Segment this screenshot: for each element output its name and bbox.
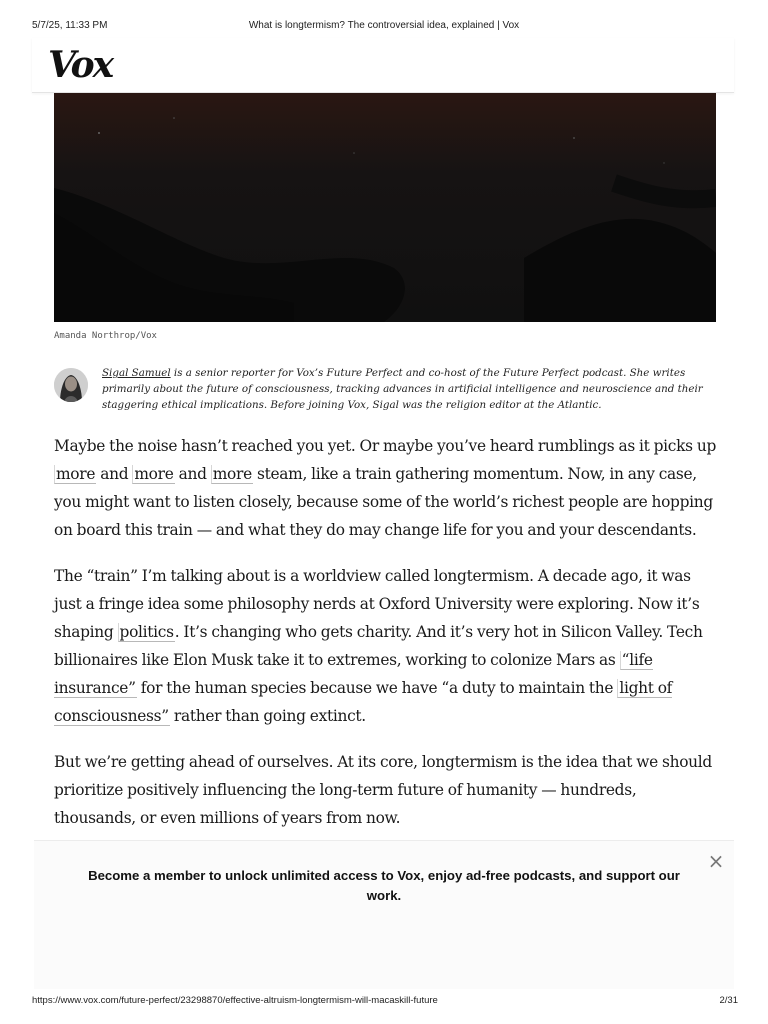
text: and: [96, 465, 133, 483]
more-link-1[interactable]: more: [56, 465, 96, 483]
membership-message: Become a member to unlock unlimited access to Vox, enjoy ad-free podcasts, and support our work.: [88, 868, 680, 903]
author-photo: [54, 368, 88, 402]
text: and: [174, 465, 211, 483]
print-footer: [0, 995, 768, 1015]
more-link-3[interactable]: more: [212, 465, 252, 483]
author-avatar: [54, 368, 88, 402]
text: rather than going extinct.: [169, 707, 366, 725]
paragraph-2: [54, 562, 718, 730]
article-body: [54, 432, 718, 850]
close-icon[interactable]: ×: [707, 849, 725, 873]
author-bio-description: is a senior reporter for Vox’s Future Perfect and co-host of the Future Perfect podcast. She writes primarily about the future of consciousness, tracking advances in artificial intelligence and neuroscience and their staggering ethical implications. Before joining Vox, Sigal was the religion editor at the Atlantic.: [102, 367, 703, 411]
text: . It’s changing who gets charity. And it’s very hot in Silicon Valley. Tech billionaires like Elon Musk take it to extremes, working to colonize Mars as: [54, 623, 703, 669]
text: The “train” I’m talking about is a worldview called longtermism. A decade ago, it was just a fringe idea some philosophy nerds at Oxford University were exploring. Now it’s shaping: [54, 567, 700, 641]
site-header: [32, 38, 734, 93]
print-datetime: 5/7/25, 11:33 PM: [32, 20, 108, 31]
print-page-number: 2/31: [719, 995, 738, 1006]
vox-logo[interactable]: Vox: [48, 44, 113, 86]
image-caption: Amanda Northrop/Vox: [54, 331, 157, 341]
text: for the human species because we have “a duty to maintain the: [136, 679, 618, 697]
paragraph-3: [54, 748, 718, 832]
hero-image: [54, 93, 716, 322]
author-bio: [54, 365, 716, 411]
print-page-title: What is longtermism? The controversial idea, explained | Vox: [248, 20, 520, 31]
text: steam, like a train gathering momentum. Now, in any case, you might want to listen closely, because some of the world’s richest people are hopping on board this train — and what they do may change life for you and your descendants.: [54, 465, 713, 539]
politics-link[interactable]: politics: [119, 623, 174, 641]
life-insurance-link[interactable]: “life insurance”: [54, 651, 653, 697]
author-bio-text: [102, 365, 716, 413]
membership-banner: [34, 840, 734, 989]
print-header: [0, 0, 768, 36]
text: But we’re getting ahead of ourselves. At its core, longtermism is the idea that we should prioritize positively influencing the long-term future of humanity — hundreds, thousands, or even millions of years from now.: [54, 753, 712, 827]
text: Maybe the noise hasn’t reached you yet. Or maybe you’ve heard rumblings as it picks up: [54, 437, 717, 455]
paragraph-1: [54, 432, 718, 544]
light-of-consciousness-link[interactable]: light of consciousness”: [54, 679, 673, 725]
hero-illustration: [54, 93, 716, 322]
more-link-2[interactable]: more: [134, 465, 174, 483]
author-name-link[interactable]: Sigal Samuel: [102, 367, 171, 379]
print-url: https://www.vox.com/future-perfect/23298870/effective-altruism-longtermism-will-macaskill-future: [32, 995, 438, 1006]
